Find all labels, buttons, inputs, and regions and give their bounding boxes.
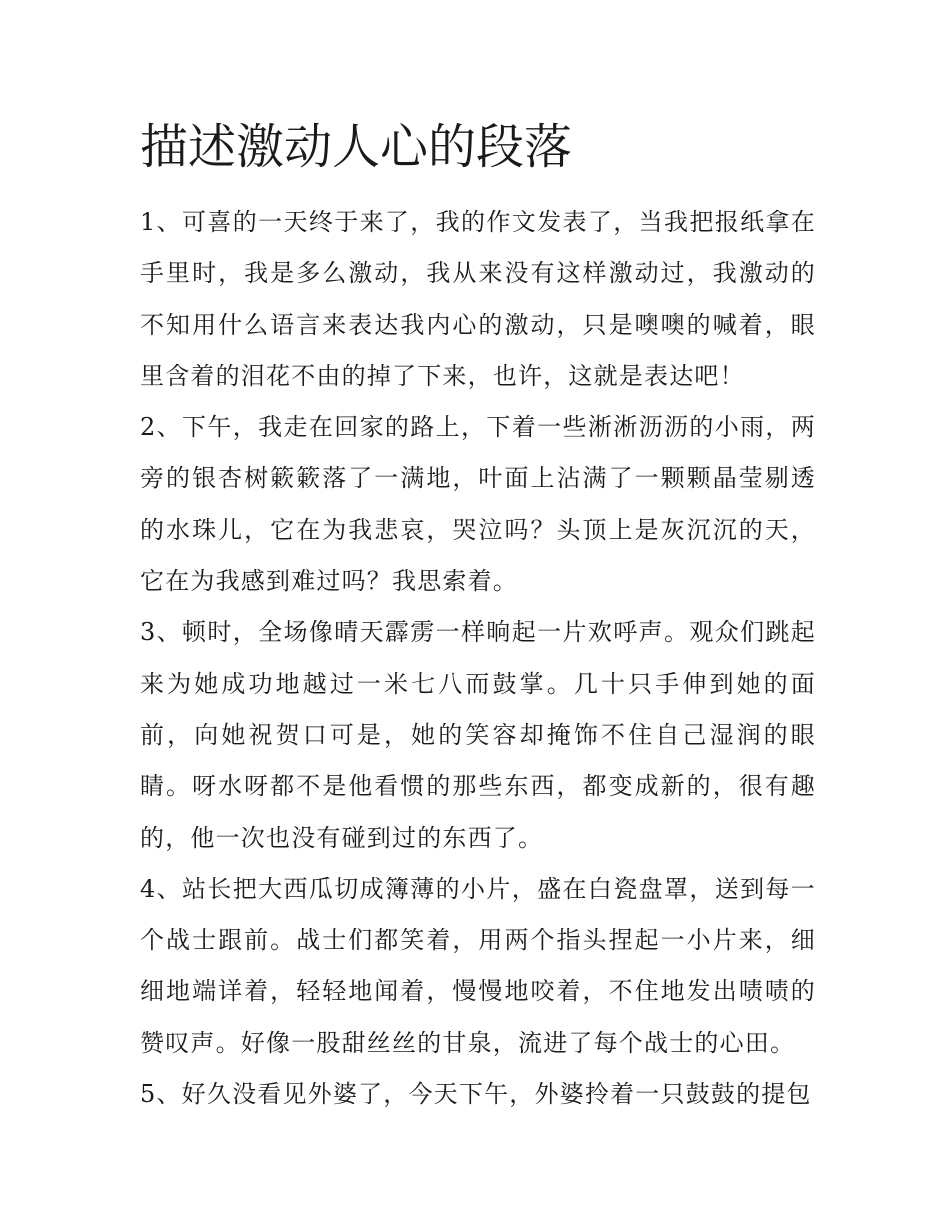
paragraph-5: 5、好久没看见外婆了，今天下午，外婆拎着一只鼓鼓的提包	[140, 1080, 812, 1109]
paragraph-4: 4、站长把大西瓜切成簿薄的小片，盛在白瓷盘罩，送到每一个战士跟前。战士们都笑着，用两个指头捏起一小片来，细细地端详着，轻轻地闻着，慢慢地咬着，不住地发出啧啧的赞叹声。好像一股甜丝丝的甘泉，流进了每个战士的心田。	[140, 874, 816, 1057]
paragraph-1: 1、可喜的一天终于来了，我的作文发表了，当我把报纸拿在手里时，我是多么激动，我从来没有这样激动过，我激动的不知用什么语言来表达我内心的激动，只是噢噢的喊着，眼里含着的泪花不由的掉了下来，也许，这就是表达吧！	[140, 208, 816, 390]
document-body	[140, 197, 816, 1120]
paragraph-3: 3、顿时，全场像晴天霹雳一样晌起一片欢呼声。观众们跳起来为她成功地越过一米七八而鼓掌。几十只手伸到她的面前，向她祝贺口可是，她的笑容却掩饰不住自己湿润的眼睛。呀水呀都不是他看惯的那些东西，都变成新的，很有趣的，他一次也没有碰到过的东西了。	[140, 618, 816, 852]
document-title: 描述激动人心的段落	[140, 119, 573, 175]
paragraph-2: 2、下午，我走在回家的路上，下着一些淅淅沥沥的小雨，两旁的银杏树簌簌落了一满地，叶面上沾满了一颗颗晶莹剔透的水珠儿，它在为我悲哀，哭泣吗？头顶上是灰沉沉的天，它在为我感到难过吗？我思索着。	[140, 413, 816, 596]
